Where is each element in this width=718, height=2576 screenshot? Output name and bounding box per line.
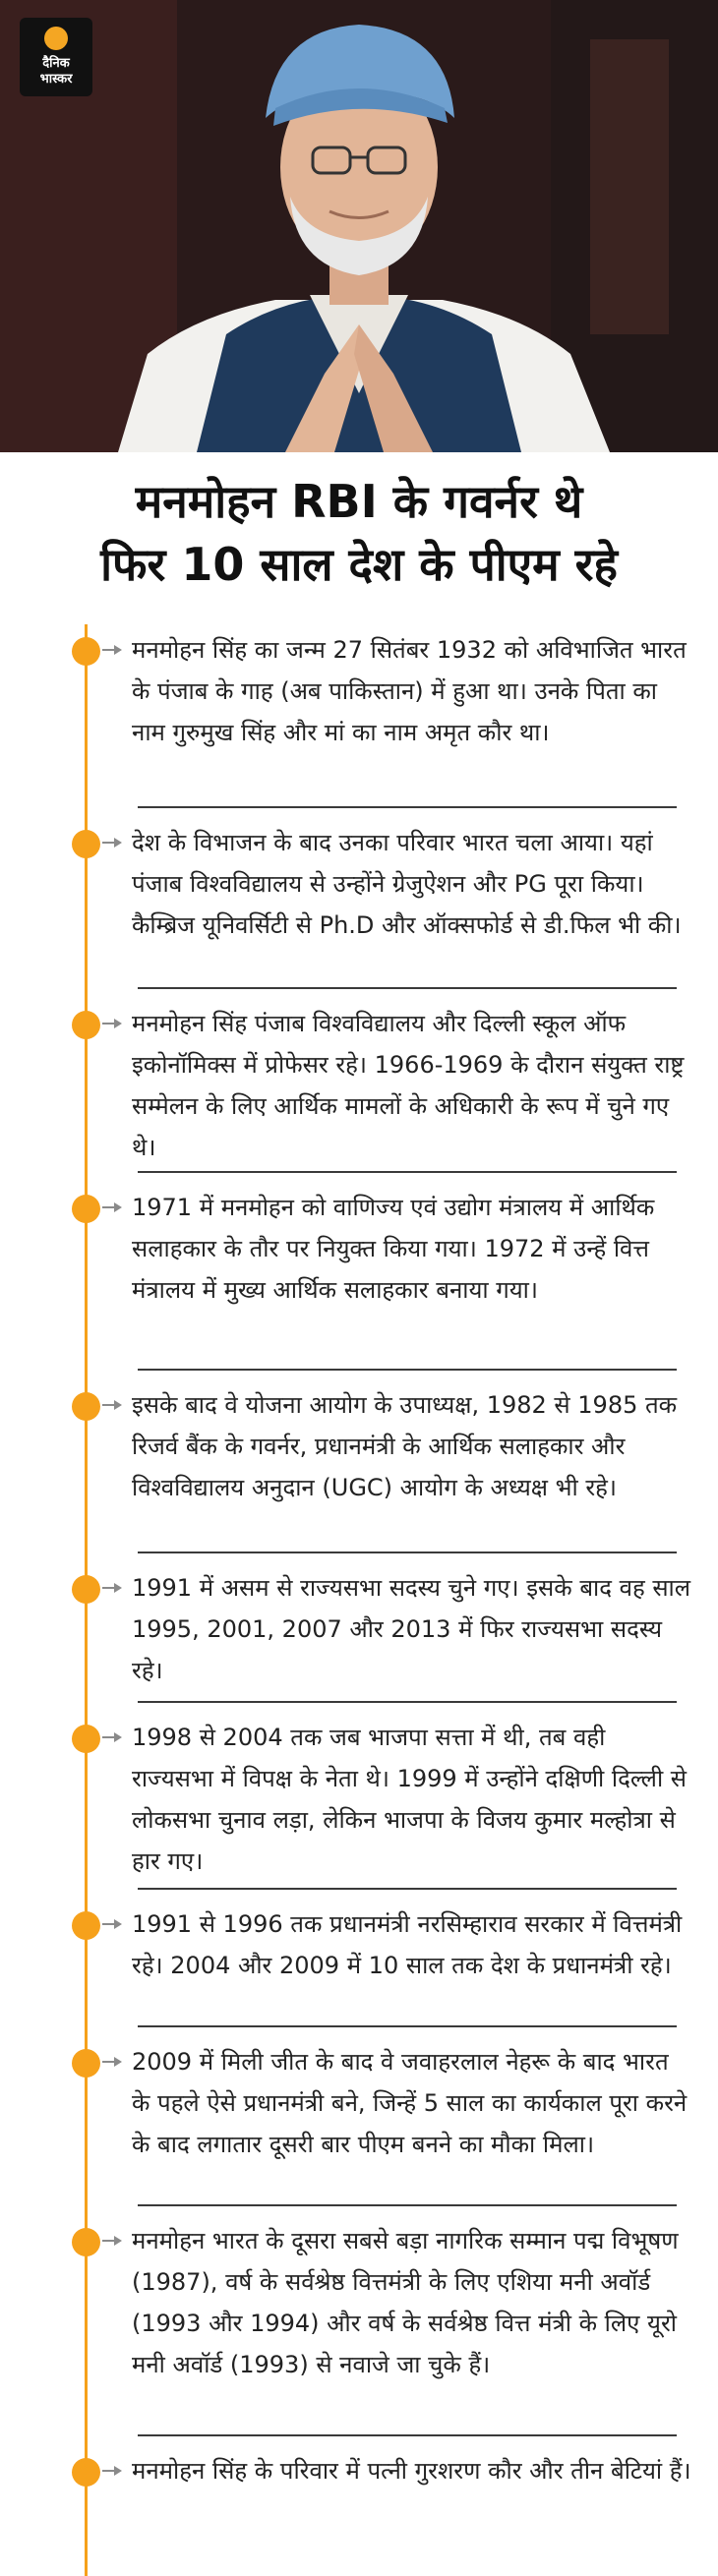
timeline-dot-icon [72, 1725, 100, 1753]
dainik-bhaskar-logo [20, 18, 92, 96]
entry-text: मनमोहन भारत के दूसरा सबसे बड़ा नागरिक सम्मान पद्म विभूषण (1987), वर्ष के सर्वश्रेष्ठ वित्तमंत्री के लिए एशिया मनी अवॉर्ड (1993 और 1994) और वर्ष के सर्वश्रेष्ठ वित्त मंत्री के लिए यूरो मनी अवॉर्ड (1993) से नवाजे जा चुके हैं। [132, 2227, 679, 2378]
timeline-dot-icon [72, 637, 100, 666]
arrow-icon [102, 1923, 120, 1925]
timeline-dot-icon [72, 2228, 100, 2256]
divider [138, 806, 677, 808]
divider [138, 1171, 677, 1173]
entry-text: 1971 में मनमोहन को वाणिज्य एवं उद्योग मंत्रालय में आर्थिक सलाहकार के तौर पर नियुक्त किया गया। 1972 में उन्हें वित्त मंत्रालय में मुख्य आर्थिक सलाहकार बनाया गया। [132, 1194, 655, 1304]
arrow-icon [102, 1404, 120, 1406]
timeline-dot-icon [72, 2049, 100, 2078]
timeline-dot-icon [72, 1575, 100, 1604]
timeline-dot-icon [72, 1195, 100, 1223]
divider [138, 1701, 677, 1703]
divider [138, 2434, 677, 2436]
timeline-dot-icon [72, 830, 100, 858]
entry-text: मनमोहन सिंह का जन्म 27 सितंबर 1932 को अविभाजित भारत के पंजाब के गाह (अब पाकिस्तान) में हुआ था। उनके पिता का नाम गुरुमुख सिंह और मां का नाम अमृत कौर था। [132, 636, 687, 746]
entry-text: मनमोहन सिंह पंजाब विश्वविद्यालय और दिल्ली स्कूल ऑफ इकोनॉमिक्स में प्रोफेसर रहे। 1966-1969 के दौरान संयुक्त राष्ट्र सम्मेलन के लिए आर्थिक मामलों के अधिकारी के रूप में चुने गए थे। [132, 1010, 685, 1161]
divider [138, 1551, 677, 1553]
divider [138, 2204, 677, 2206]
entry-text: 1991 से 1996 तक प्रधानमंत्री नरसिम्हाराव सरकार में वित्तमंत्री रहे। 2004 और 2009 में 10 साल तक देश के प्रधानमंत्री रहे। [132, 1910, 683, 1979]
arrow-icon [102, 2061, 120, 2063]
entry-text: इसके बाद वे योजना आयोग के उपाध्यक्ष, 1982 से 1985 तक रिजर्व बैंक के गवर्नर, प्रधानमंत्री के आर्थिक सलाहकार और विश्वविद्यालय अनुदान (UGC) आयोग के अध्यक्ष भी रहे। [132, 1391, 678, 1501]
entry-text: 1998 से 2004 तक जब भाजपा सत्ता में थी, तब वही राज्यसभा में विपक्ष के नेता थे। 1999 में उन्होंने दक्षिणी दिल्ली से लोकसभा चुनाव लड़ा, लेकिन भाजपा के विजय कुमार मल्होत्रा से हार गए। [132, 1724, 688, 1875]
logo-line-1: दैनिक [42, 56, 70, 71]
title-line-2: फिर 10 साल देश के पीएम रहे [100, 538, 618, 591]
divider [138, 2025, 677, 2027]
timeline-dot-icon [72, 1392, 100, 1421]
arrow-icon [102, 649, 120, 651]
divider [138, 1369, 677, 1371]
arrow-icon [102, 2240, 120, 2242]
entry-text: देश के विभाजन के बाद उनका परिवार भारत चला आया। यहां पंजाब विश्वविद्यालय से उन्होंने ग्रेजुऐशन और PG पूरा किया। कैम्ब्रिज यूनिवर्सिटी से Ph.D और ऑक्सफोर्ड से डी.फिल भी की। [132, 829, 682, 939]
logo-line-2: भास्कर [39, 72, 73, 87]
divider [138, 987, 677, 989]
arrow-icon [102, 1587, 120, 1589]
entry-text: मनमोहन सिंह के परिवार में पत्नी गुरशरण कौर और तीन बेटियां हैं। [132, 2457, 691, 2485]
arrow-icon [102, 1736, 120, 1738]
entry-text: 2009 में मिली जीत के बाद वे जवाहरलाल नेहरू के बाद भारत के पहले ऐसे प्रधानमंत्री बने, जिन्हें 5 साल का कार्यकाल पूरा करने के बाद लगातार दूसरी बार पीएम बनने का मौका मिला। [132, 2048, 688, 2158]
timeline-dot-icon [72, 2458, 100, 2487]
entry-text: 1991 में असम से राज्यसभा सदस्य चुने गए। इसके बाद वह साल 1995, 2001, 2007 और 2013 में फिर राज्यसभा सदस्य रहे। [132, 1574, 691, 1684]
portrait-illustration [0, 0, 718, 452]
arrow-icon [102, 842, 120, 844]
arrow-icon [102, 1023, 120, 1025]
arrow-icon [102, 2470, 120, 2472]
sun-icon [44, 27, 68, 50]
timeline-dot-icon [72, 1911, 100, 1940]
divider [138, 1888, 677, 1890]
timeline-dot-icon [72, 1011, 100, 1039]
arrow-icon [102, 1206, 120, 1208]
title-line-1: मनमोहन RBI के गवर्नर थे [135, 475, 583, 528]
hero-photo [0, 0, 718, 452]
page-title [0, 470, 718, 596]
